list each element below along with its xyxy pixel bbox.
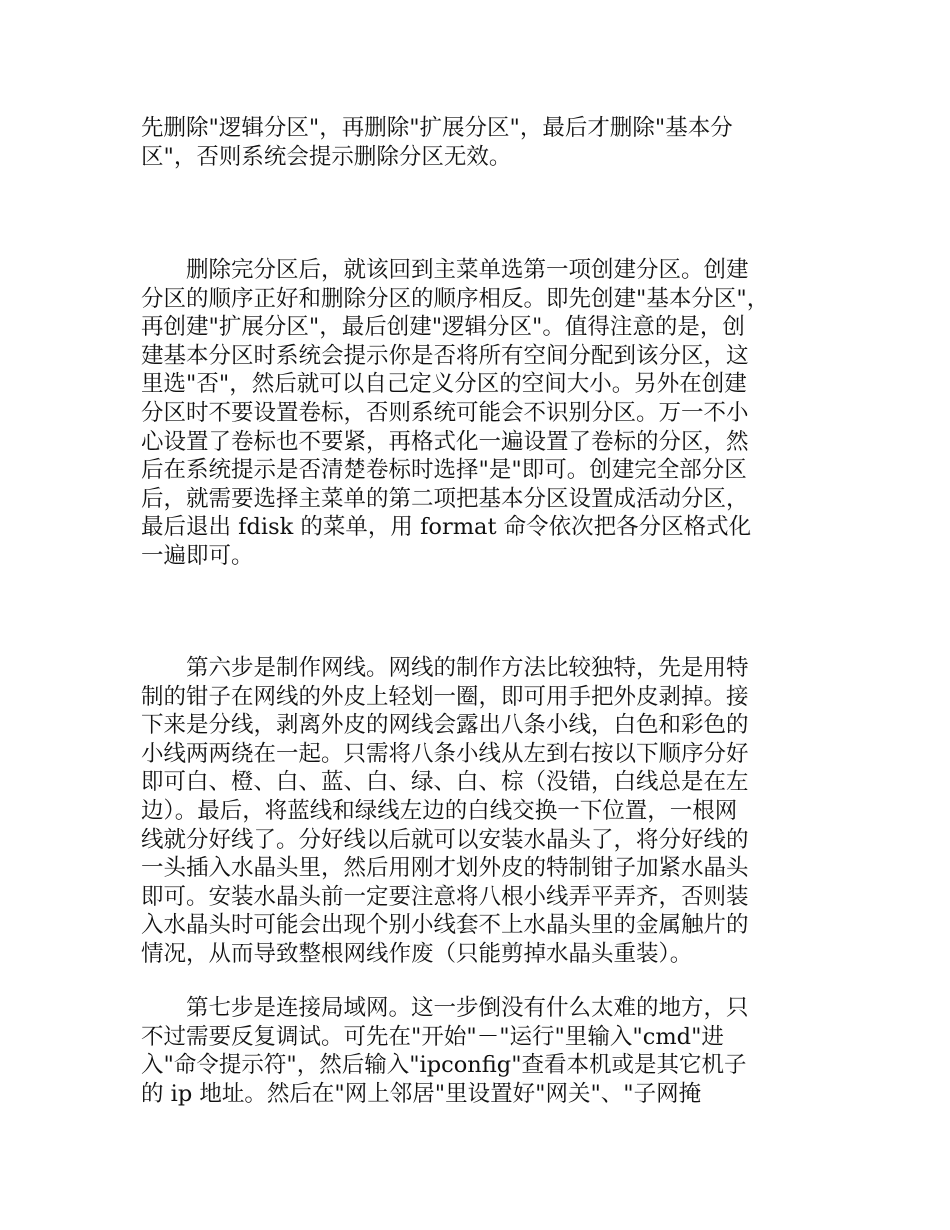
text-line: 小线两两绕在一起。只需将八条小线从左到右按以下顺序分好: [141, 740, 749, 767]
paragraph-create-partitions: [141, 256, 816, 571]
text-line: 制的钳子在网线的外皮上轻划一圈，即可用手把外皮剥掉。接: [141, 683, 749, 710]
text-line: 不过需要反复调试。可先在"开始"－"运行"里输入"cmd"进: [141, 1023, 724, 1050]
text-line: 入"命令提示符"，然后输入"ipconfig"查看本机或是其它机子: [141, 1052, 747, 1079]
text-line: 即可白、橙、白、蓝、白、绿、白、棕（没错，白线总是在左: [141, 769, 749, 796]
text-line: 入水晶头时可能会出现个别小线套不上水晶头里的金属触片的: [141, 912, 749, 939]
text-line: 的 ip 地址。然后在"网上邻居"里设置好"网关"、"子网掩: [141, 1080, 702, 1107]
text-line: 一遍即可。: [141, 542, 254, 569]
text-line: 一头插入水晶头里，然后用刚才划外皮的特制钳子加紧水晶头: [141, 855, 749, 882]
text-line: 下来是分线，剥离外皮的网线会露出八条小线，白色和彩色的: [141, 712, 749, 739]
text-line: 区"，否则系统会提示删除分区无效。: [141, 143, 512, 170]
text-line: 分区时不要设置卷标，否则系统可能会不识别分区。万一不小: [141, 399, 749, 426]
text-line: 建基本分区时系统会提示你是否将所有空间分配到该分区，这: [141, 342, 749, 369]
text-line: 最后退出 fdisk 的菜单，用 format 命令依次把各分区格式化: [141, 514, 752, 541]
text-line: 边）。最后，将蓝线和绿线左边的白线交换一下位置，一根网: [141, 797, 738, 824]
text-line: 里选"否"，然后就可以自己定义分区的空间大小。另外在创建: [141, 371, 747, 398]
text-line: 删除完分区后，就该回到主菜单选第一项创建分区。创建: [141, 257, 749, 283]
text-line: 第六步是制作网线。网线的制作方法比较独特，先是用特: [141, 655, 749, 681]
paragraph-step-six-cable: [141, 654, 816, 969]
text-line: 线就分好线了。分好线以后就可以安装水晶头了，将分好线的: [141, 826, 749, 853]
text-line: 情况，从而导致整根网线作废（只能剪掉水晶头重装）。: [141, 940, 693, 967]
text-line: 后在系统提示是否清楚卷标时选择"是"即可。创建完全部分区: [141, 457, 747, 484]
text-line: 再创建"扩展分区"，最后创建"逻辑分区"。值得注意的是，创: [141, 314, 745, 341]
paragraph-step-seven-lan: [141, 994, 816, 1108]
text-line: 后，就需要选择主菜单的第二项把基本分区设置成活动分区，: [141, 485, 749, 512]
text-line: 第七步是连接局域网。这一步倒没有什么太难的地方，只: [141, 995, 749, 1021]
text-line: 先删除"逻辑分区"，再删除"扩展分区"，最后才删除"基本分: [141, 115, 733, 141]
text-line: 即可。安装水晶头前一定要注意将八根小线弄平弄齐，否则装: [141, 883, 749, 910]
text-line: 心设置了卷标也不要紧，再格式化一遍设置了卷标的分区，然: [141, 428, 749, 455]
paragraph-delete-order: [141, 114, 816, 171]
text-line: 分区的顺序正好和删除分区的顺序相反。即先创建"基本分区"，: [141, 285, 770, 312]
